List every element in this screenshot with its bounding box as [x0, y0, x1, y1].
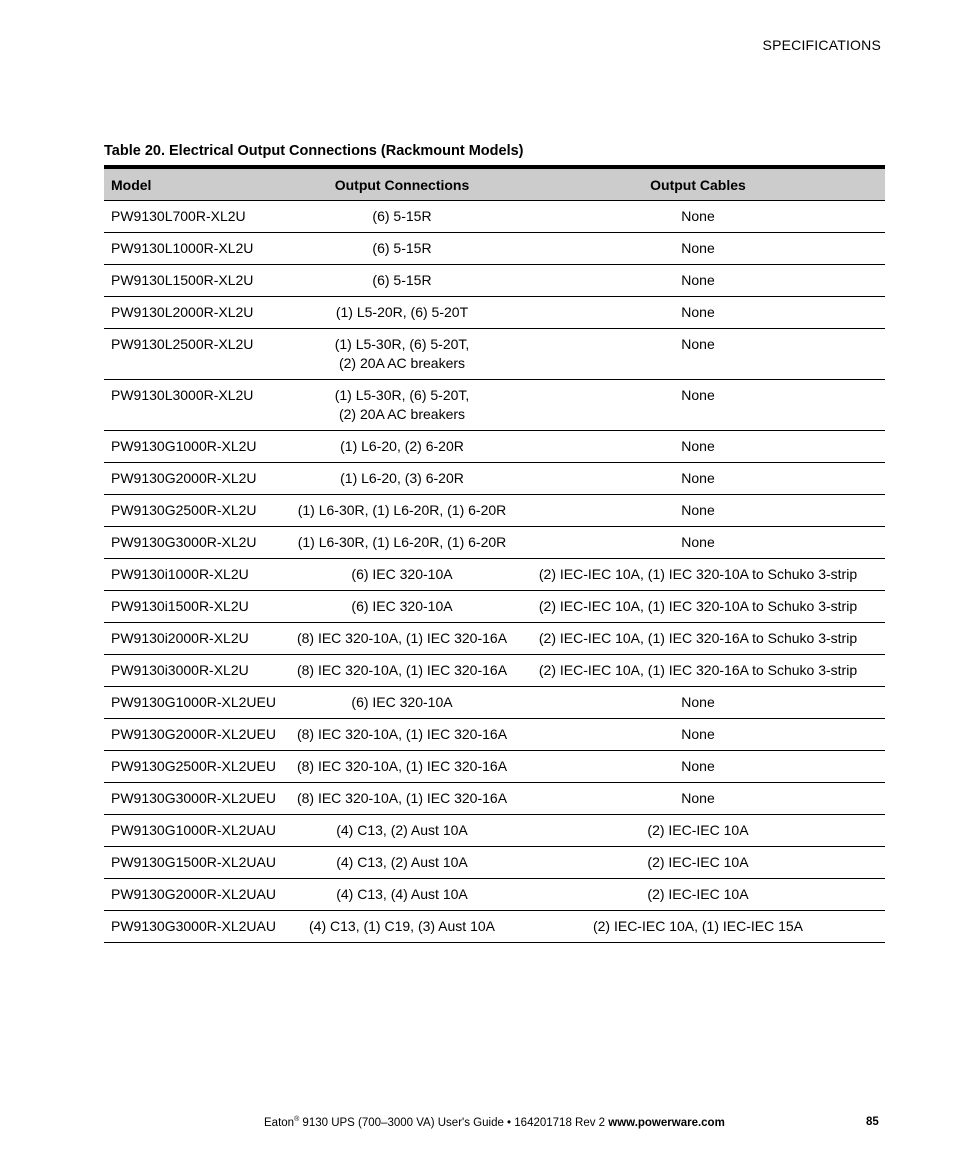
table-row	[104, 380, 885, 431]
table-row	[104, 233, 885, 265]
output-connections-cell	[293, 329, 511, 380]
output-connections-line: (8) IEC 320-10A, (1) IEC 320-16A	[296, 726, 508, 742]
model-cell: PW9130G2500R-XL2UEU	[104, 751, 293, 783]
table-row	[104, 527, 885, 559]
table-title: Table 20. Electrical Output Connections (Rackmount Models)	[104, 143, 524, 159]
output-cables-cell: (2) IEC-IEC 10A, (1) IEC 320-16A to Schuko 3-strip	[511, 655, 885, 687]
registered-mark: ®	[294, 1116, 300, 1123]
model-cell: PW9130G2000R-XL2UAU	[104, 879, 293, 911]
output-connections-line: (6) IEC 320-10A	[351, 598, 453, 614]
output-cables-cell: None	[511, 751, 885, 783]
output-connections-cell	[293, 431, 511, 463]
output-connections-line: (6) 5-15R	[372, 272, 432, 288]
table-row	[104, 463, 885, 495]
model-cell: PW9130i3000R-XL2U	[104, 655, 293, 687]
output-connections-line: (8) IEC 320-10A, (1) IEC 320-16A	[296, 662, 508, 678]
model-cell: PW9130L3000R-XL2U	[104, 380, 293, 431]
output-cables-cell: None	[511, 783, 885, 815]
table-row	[104, 265, 885, 297]
model-cell: PW9130G3000R-XL2UAU	[104, 911, 293, 943]
table-row	[104, 655, 885, 687]
output-cables-cell: (2) IEC-IEC 10A	[511, 879, 885, 911]
model-cell: PW9130i2000R-XL2U	[104, 623, 293, 655]
model-cell: PW9130G1000R-XL2UEU	[104, 687, 293, 719]
table-row	[104, 297, 885, 329]
output-connections-line: (8) IEC 320-10A, (1) IEC 320-16A	[296, 758, 508, 774]
page-number: 85	[866, 1116, 879, 1128]
table-row	[104, 559, 885, 591]
model-cell: PW9130G3000R-XL2UEU	[104, 783, 293, 815]
output-cables-cell: None	[511, 233, 885, 265]
output-connections-line: (1) L6-30R, (1) L6-20R, (1) 6-20R	[297, 534, 507, 550]
output-connections-cell	[293, 623, 511, 655]
output-connections-line: (1) L6-20, (2) 6-20R	[340, 438, 464, 454]
footer-url[interactable]: www.powerware.com	[608, 1116, 725, 1129]
table-row	[104, 847, 885, 879]
model-cell: PW9130i1500R-XL2U	[104, 591, 293, 623]
output-connections-cell	[293, 719, 511, 751]
output-connections-cell	[293, 847, 511, 879]
output-connections-line: (1) L5-30R, (6) 5-20T,	[334, 336, 470, 352]
output-connections-line: (4) C13, (2) Aust 10A	[336, 854, 468, 870]
output-connections-table	[104, 169, 885, 943]
output-connections-cell	[293, 201, 511, 233]
output-cables-cell: (2) IEC-IEC 10A	[511, 815, 885, 847]
output-connections-line: (1) L5-30R, (6) 5-20T,	[334, 387, 470, 403]
footer-brand: Eaton	[264, 1116, 295, 1129]
model-cell: PW9130L2000R-XL2U	[104, 297, 293, 329]
output-connections-cell	[293, 815, 511, 847]
model-cell: PW9130G1000R-XL2UAU	[104, 815, 293, 847]
model-cell: PW9130L1000R-XL2U	[104, 233, 293, 265]
output-connections-cell	[293, 265, 511, 297]
model-cell: PW9130L2500R-XL2U	[104, 329, 293, 380]
model-cell: PW9130G2500R-XL2U	[104, 495, 293, 527]
footer-guide-title: 9130 UPS (700–3000 VA) User's Guide • 164201718 Rev 2	[299, 1116, 609, 1129]
output-connections-line: (2) 20A AC breakers	[338, 406, 466, 422]
output-connections-line: (6) 5-15R	[372, 208, 432, 224]
output-connections-cell	[293, 591, 511, 623]
output-connections-line: (6) 5-15R	[372, 240, 432, 256]
output-connections-cell	[293, 559, 511, 591]
output-connections-cell	[293, 751, 511, 783]
output-connections-table-container	[104, 165, 885, 943]
model-cell: PW9130i1000R-XL2U	[104, 559, 293, 591]
table-row	[104, 431, 885, 463]
output-connections-cell	[293, 380, 511, 431]
output-cables-cell: None	[511, 719, 885, 751]
output-connections-line: (6) IEC 320-10A	[351, 566, 453, 582]
model-cell: PW9130G1500R-XL2UAU	[104, 847, 293, 879]
table-header-row	[104, 169, 885, 201]
model-cell: PW9130L700R-XL2U	[104, 201, 293, 233]
column-header-output-connections: Output Connections	[293, 169, 511, 201]
output-connections-cell	[293, 655, 511, 687]
model-cell: PW9130G1000R-XL2U	[104, 431, 293, 463]
table-row	[104, 623, 885, 655]
output-connections-cell	[293, 879, 511, 911]
output-cables-cell: None	[511, 527, 885, 559]
model-cell: PW9130L1500R-XL2U	[104, 265, 293, 297]
model-cell: PW9130G3000R-XL2U	[104, 527, 293, 559]
output-connections-line: (4) C13, (2) Aust 10A	[336, 822, 468, 838]
model-cell: PW9130G2000R-XL2U	[104, 463, 293, 495]
output-connections-line: (8) IEC 320-10A, (1) IEC 320-16A	[296, 790, 508, 806]
output-connections-line: (1) L6-20, (3) 6-20R	[340, 470, 464, 486]
table-row	[104, 201, 885, 233]
running-head: SPECIFICATIONS	[762, 37, 881, 53]
output-cables-cell: (2) IEC-IEC 10A, (1) IEC 320-10A to Schuko 3-strip	[511, 559, 885, 591]
column-header-output-cables: Output Cables	[511, 169, 885, 201]
table-row	[104, 329, 885, 380]
output-connections-line: (1) L5-20R, (6) 5-20T	[335, 304, 469, 320]
model-cell: PW9130G2000R-XL2UEU	[104, 719, 293, 751]
output-connections-line: (2) 20A AC breakers	[338, 355, 466, 371]
output-connections-cell	[293, 687, 511, 719]
output-cables-cell: None	[511, 201, 885, 233]
output-cables-cell: None	[511, 297, 885, 329]
output-cables-cell: (2) IEC-IEC 10A, (1) IEC-IEC 15A	[511, 911, 885, 943]
output-connections-cell	[293, 783, 511, 815]
table-body	[104, 201, 885, 943]
table-row	[104, 495, 885, 527]
output-cables-cell: None	[511, 431, 885, 463]
output-connections-line: (6) IEC 320-10A	[351, 694, 453, 710]
table-row	[104, 719, 885, 751]
output-connections-line: (4) C13, (1) C19, (3) Aust 10A	[309, 918, 495, 934]
output-cables-cell: None	[511, 463, 885, 495]
output-connections-cell	[293, 495, 511, 527]
table-row	[104, 879, 885, 911]
table-row	[104, 751, 885, 783]
output-cables-cell: (2) IEC-IEC 10A, (1) IEC 320-16A to Schuko 3-strip	[511, 623, 885, 655]
output-cables-cell: None	[511, 380, 885, 431]
output-connections-cell	[293, 297, 511, 329]
table-row	[104, 911, 885, 943]
output-connections-cell	[293, 463, 511, 495]
output-connections-cell	[293, 527, 511, 559]
table-row	[104, 687, 885, 719]
table-row	[104, 815, 885, 847]
output-cables-cell: None	[511, 329, 885, 380]
output-cables-cell: None	[511, 687, 885, 719]
footer-guide-text	[264, 1116, 725, 1129]
output-connections-line: (1) L6-30R, (1) L6-20R, (1) 6-20R	[297, 502, 507, 518]
output-connections-cell	[293, 233, 511, 265]
output-connections-line: (4) C13, (4) Aust 10A	[336, 886, 468, 902]
column-header-model: Model	[104, 169, 293, 201]
output-cables-cell: None	[511, 265, 885, 297]
output-connections-line: (8) IEC 320-10A, (1) IEC 320-16A	[296, 630, 508, 646]
output-cables-cell: (2) IEC-IEC 10A, (1) IEC 320-10A to Schuko 3-strip	[511, 591, 885, 623]
output-cables-cell: (2) IEC-IEC 10A	[511, 847, 885, 879]
table-row	[104, 591, 885, 623]
output-cables-cell: None	[511, 495, 885, 527]
table-row	[104, 783, 885, 815]
output-connections-cell	[293, 911, 511, 943]
